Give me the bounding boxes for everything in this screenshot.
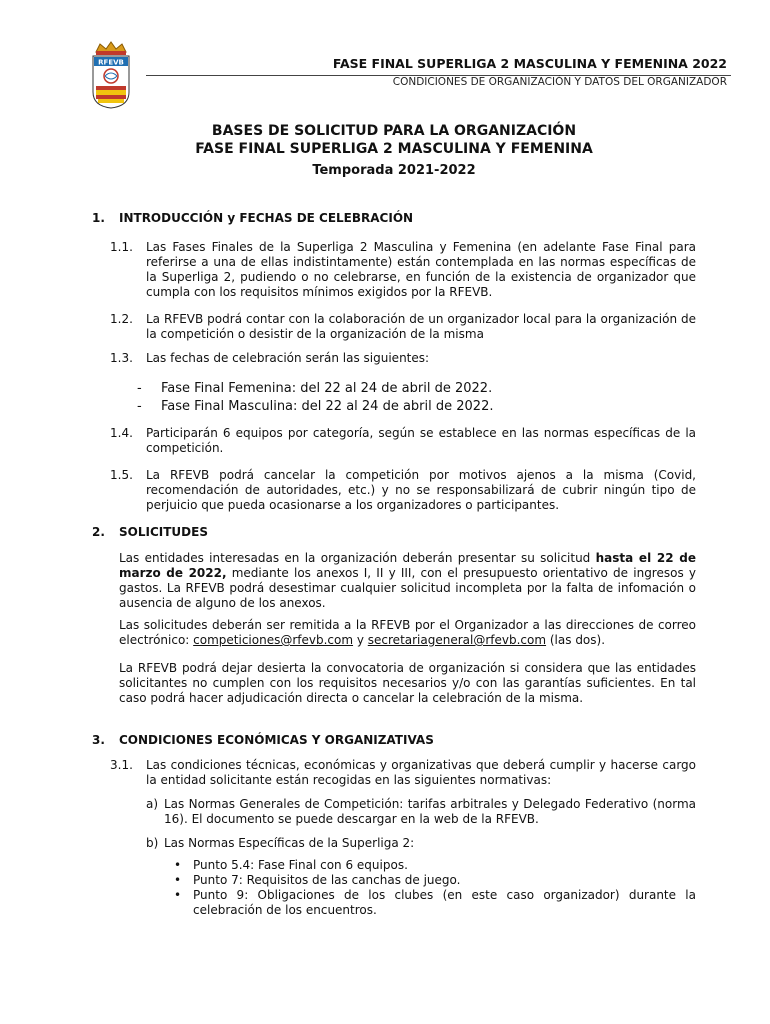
sub-item-b-text: Las Normas Específicas de la Superliga 2:	[164, 836, 415, 850]
section-1-title: INTRODUCCIÓN y FECHAS DE CELEBRACIÓN	[119, 211, 414, 225]
section-2-heading	[92, 525, 692, 541]
section-2-title: SOLICITUDES	[119, 525, 208, 539]
section-3-heading	[92, 733, 692, 749]
section-2-number: 2.	[92, 525, 105, 539]
solicitudes-deadline: hasta el 22 de marzo de 2022,	[119, 551, 696, 580]
solicitudes-paragraph-2	[119, 618, 696, 648]
item-1-2-number: 1.2.	[110, 312, 133, 326]
section-3-title: CONDICIONES ECONÓMICAS Y ORGANIZATIVAS	[119, 733, 434, 747]
item-1-5-number: 1.5.	[110, 468, 133, 482]
item-1-5-text: La RFEVB podrá cancelar la competición por motivos ajenos a la misma (Covid, recomendación de autoridades, etc.) y no se responsabilizará de cubrir ningún tipo de perjuicio que pueda ocasionarse a los organizadores o participantes.	[146, 468, 696, 512]
header-title: FASE FINAL SUPERLIGA 2 MASCULINA Y FEMENINA 2022	[332, 56, 727, 71]
solicitudes-p2-text-a: Las solicitudes deberán ser remitida a la RFEVB por el Organizador a las direcciones de correo electrónico:	[119, 618, 696, 647]
item-3-1-text: Las condiciones técnicas, económicas y organizativas que deberá cumplir y hacerse cargo la entidad solicitante están recogidas en las siguientes normativas:	[146, 758, 696, 787]
item-1-3-number: 1.3.	[110, 351, 133, 365]
date-masculina: Fase Final Masculina: del 22 al 24 de abril de 2022.	[161, 399, 494, 414]
bullet-item-1: Punto 5.4: Fase Final con 6 equipos.	[193, 858, 408, 872]
bullet-item-2: Punto 7: Requisitos de las canchas de juego.	[193, 873, 461, 887]
rfevb-logo	[88, 40, 134, 110]
doc-title-line2: FASE FINAL SUPERLIGA 2 MASCULINA Y FEMENINA	[195, 141, 593, 157]
solicitudes-p2-conjunction: y	[353, 633, 368, 647]
solicitudes-p2-text-b: (las dos).	[546, 633, 606, 647]
bullet-marker: •	[174, 873, 182, 887]
section-3-number: 3.	[92, 733, 105, 747]
bullet-marker: •	[174, 888, 182, 902]
item-1-1-number: 1.1.	[110, 240, 133, 254]
logo-text: RFEVB	[98, 58, 124, 67]
item-3-1-number: 3.1.	[110, 758, 133, 772]
solicitudes-paragraph-1	[119, 551, 696, 611]
header-subtitle: CONDICIONES DE ORGANIZACIÓN Y DATOS DEL ORGANIZADOR	[392, 76, 727, 88]
section-1-heading	[92, 211, 692, 227]
doc-title-line1: BASES DE SOLICITUD PARA LA ORGANIZACIÓN	[211, 123, 577, 139]
date-femenina: Fase Final Femenina: del 22 al 24 de abril de 2022.	[161, 381, 493, 396]
solicitudes-paragraph-3: La RFEVB podrá dejar desierta la convocatoria de organización si considera que las entidades solicitantes no cumplen con los requisitos necesarios y/o con las garantías suficientes. En tal caso podrá hacer adjudicación directa o cancelar la celebración de la misma.	[119, 661, 696, 705]
section-1-number: 1.	[92, 211, 105, 225]
email-link-secretaria[interactable]: secretariageneral@rfevb.com	[367, 633, 547, 647]
sub-item-b-label: b)	[146, 836, 159, 850]
item-1-3-text: Las fechas de celebración serán las siguientes:	[146, 351, 430, 365]
dash-marker: -	[137, 399, 142, 414]
email-link-competiciones[interactable]: competiciones@rfevb.com	[193, 633, 354, 647]
doc-season: Temporada 2021-2022	[312, 163, 476, 178]
item-1-1-text: Las Fases Finales de la Superliga 2 Masculina y Femenina (en adelante Fase Final para referirse a una de ellas indistintamente) están contemplada en las normas específicas de la Superliga 2, pudiendo o no celebrarse, en función de la existencia de organizador que cumpla con los requisitos mínimos exigidos por la RFEVB.	[146, 240, 696, 299]
bullet-marker: •	[174, 858, 182, 872]
sub-item-a-text: Las Normas Generales de Competición: tarifas arbitrales y Delegado Federativo (norma 16). El documento se puede descargar en la web de la RFEVB.	[164, 797, 696, 826]
dash-marker: -	[137, 381, 142, 396]
item-1-4-number: 1.4.	[110, 426, 133, 440]
bullet-item-3: Punto 9: Obligaciones de los clubes (en este caso organizador) durante la celebración de los encuentros.	[193, 888, 696, 917]
item-1-4-text: Participarán 6 equipos por categoría, según se establece en las normas específicas de la competición.	[146, 426, 696, 455]
sub-item-a-label: a)	[146, 797, 159, 811]
solicitudes-p1-text-a: Las entidades interesadas en la organización deberán presentar su solicitud	[119, 551, 596, 565]
solicitudes-p1-text-b: mediante los anexos I, II y III, con el presupuesto orientativo de ingresos y gastos. La RFEVB podrá desestimar cualquier solicitud incompleta por la falta de infomación o ausencia de alguno de los anexos.	[119, 566, 696, 610]
item-1-2-text: La RFEVB podrá contar con la colaboración de un organizador local para la organización de la competición o desistir de la organización de la misma	[146, 312, 696, 341]
